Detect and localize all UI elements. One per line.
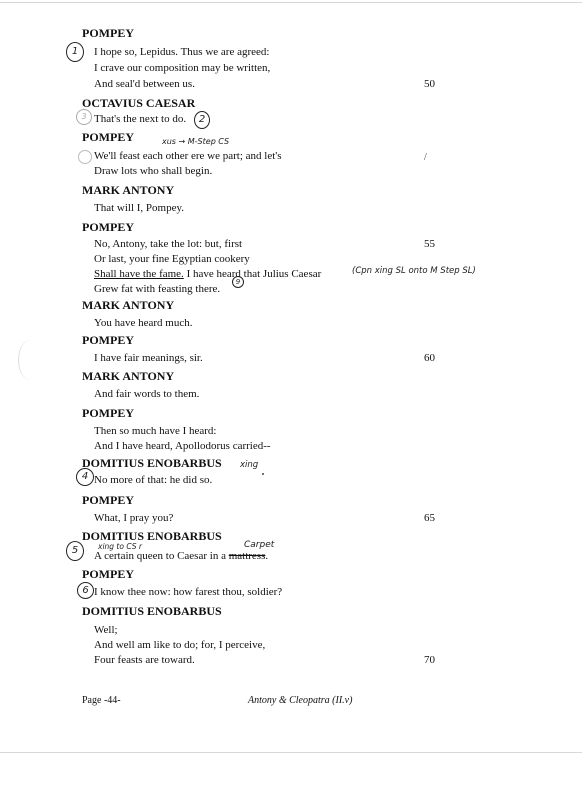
speaker-name: POMPEY — [82, 220, 134, 234]
dialogue-line: What, I pray you? — [94, 512, 174, 524]
slash-mark: / — [424, 152, 427, 163]
handwritten-note-xing-cs: xing to CS r — [98, 542, 142, 551]
dialogue-line: Grew fat with feasting there. — [94, 283, 221, 295]
margin-artifact — [18, 340, 43, 380]
dialogue-line: Well; — [94, 624, 118, 636]
handwritten-note-xing: xing — [240, 460, 259, 470]
dialogue-line: And fair words to them. — [94, 388, 200, 400]
dialogue-line: Or last, your fine Egyptian cookery — [94, 253, 250, 265]
speaker-name: DOMITIUS ENOBARBUS — [82, 529, 222, 543]
speaker-name: POMPEY — [82, 406, 134, 420]
cue-circle-4: 4 — [76, 468, 94, 486]
cue-circle-5: 5 — [66, 541, 84, 561]
dialogue-line: Then so much have I heard: — [94, 425, 217, 437]
dialogue-line-text: A certain queen to Caesar in a — [94, 550, 229, 562]
dialogue-line: That's the next to do. — [94, 113, 187, 125]
cue-circle-1: 1 — [66, 42, 84, 62]
scan-edge-top — [0, 2, 582, 3]
speaker-name: POMPEY — [82, 493, 134, 507]
cue-circle-small: 9 — [232, 276, 244, 288]
dialogue-line: I hope so, Lepidus. Thus we are agreed: — [94, 46, 270, 58]
speaker-name: MARK ANTONY — [82, 298, 175, 312]
dialogue-line: I know thee now: how farest thou, soldier? — [94, 586, 283, 598]
faint-circle-mark — [78, 150, 92, 164]
page-number: Page -44- — [82, 695, 121, 706]
line-number: 60 — [424, 352, 435, 364]
speaker-name: MARK ANTONY — [82, 183, 175, 197]
dialogue-line-period: . — [265, 550, 269, 562]
speaker-name: MARK ANTONY — [82, 369, 175, 383]
handwritten-note-cpn: (Cpn xing SL onto M Step SL) — [352, 266, 476, 276]
dialogue-line: And seal'd between us. — [94, 78, 195, 90]
dialogue-line: And I have heard, Apollodorus carried-- — [94, 440, 271, 452]
cue-circle-3: 3 — [76, 109, 92, 125]
dialogue-line: No more of that: he did so. — [94, 474, 213, 486]
underlined-word-fame: Shall have the fame. — [94, 268, 184, 280]
cue-circle-2: 2 — [194, 111, 210, 129]
dialogue-line: That will I, Pompey. — [94, 202, 185, 214]
speaker-name: DOMITIUS ENOBARBUS — [82, 604, 222, 618]
line-number: 65 — [424, 512, 435, 524]
speaker-name: DOMITIUS ENOBARBUS — [82, 456, 222, 470]
handwritten-note-xus: xus → M-Step CS — [162, 137, 230, 146]
dialogue-line: Draw lots who shall begin. — [94, 165, 213, 177]
dialogue-line: No, Antony, take the lot: but, first — [94, 238, 243, 250]
line-number: 55 — [424, 238, 435, 250]
cue-circle-6: 6 — [77, 582, 94, 599]
dialogue-line: Four feasts are toward. — [94, 654, 195, 666]
play-title: Antony & Cleopatra (II.v) — [248, 695, 353, 706]
dialogue-line: You have heard much. — [94, 317, 193, 329]
speaker-name: OCTAVIUS CAESAR — [82, 96, 196, 110]
speaker-name: POMPEY — [82, 130, 134, 144]
line-number: 70 — [424, 654, 435, 666]
dialogue-line: I have fair meanings, sir. — [94, 352, 203, 364]
dialogue-line: We'll feast each other ere we part; and let's — [94, 150, 282, 162]
speaker-name: POMPEY — [82, 26, 134, 40]
speaker-name: POMPEY — [82, 567, 134, 581]
scan-edge-bottom — [0, 752, 582, 753]
dialogue-line: I crave our composition may be written, — [94, 62, 271, 74]
dialogue-line — [94, 268, 321, 280]
dialogue-line — [94, 550, 268, 562]
speaker-name: POMPEY — [82, 333, 134, 347]
handwritten-note-carpet: Carpet — [244, 540, 275, 550]
ink-speck — [262, 473, 264, 475]
dialogue-line: And well am like to do; for, I perceive, — [94, 639, 266, 651]
dialogue-line-continuation: I have heard that Julius Caesar — [183, 268, 322, 280]
struck-word-mattress: mattress — [228, 550, 266, 562]
line-number: 50 — [424, 78, 435, 90]
